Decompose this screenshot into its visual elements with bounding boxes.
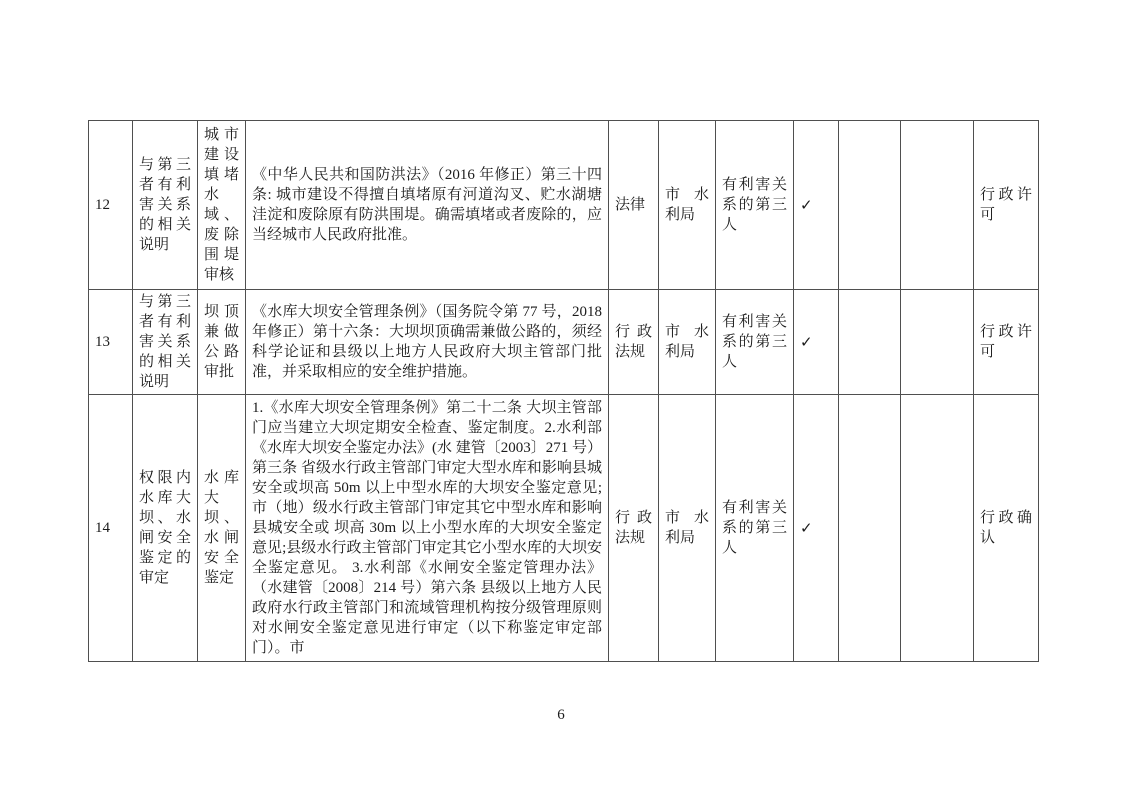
basis-category-cell: 行政法规 <box>609 290 659 395</box>
row-number-cell: 14 <box>89 395 133 662</box>
legal-basis-cell: 《中华人民共和国防洪法》（2016 年修正）第三十四条: 城市建设不得擅自填堵原有河道沟叉、贮水湖塘洼淀和废除原有防洪围堤。确需填堵或者废除的，应当经城市人民政府批准。 <box>246 121 609 290</box>
table-row <box>89 290 1039 395</box>
checkmark-cell: ✓ <box>794 395 839 662</box>
basis-category-cell: 法律 <box>609 121 659 290</box>
row-number-cell: 12 <box>89 121 133 290</box>
blank-cell <box>839 121 901 290</box>
legal-basis-cell: 1.《水库大坝安全管理条例》第二十二条 大坝主管部门应当建立大坝定期安全检查、鉴定制度。2.水利部《水库大坝安全鉴定办法》(水 建管〔2003〕271 号）第三条 省级水行政主管部门审定大型水库和影响县城安全或坝高 50m 以上中型水库的大坝安全鉴定意见; 市（地）级水行政主管部门审定其它中型水库和影响县城安全或 坝高 30m 以上小型水库的大坝安全鉴定意见;县级水行政主管部门审定其它小型水库的大坝安全鉴定意见。 3.水利部《水闸安全鉴定管理办法》 （水建管〔2008〕214 号）第六条 县级以上地方人民政府水行政主管部门和流域管理机构按分级管理原则对水闸安全鉴定意见进行审定（以下称鉴定审定部门）。市 <box>246 395 609 662</box>
relation-note-cell: 与第三者有利害关系的相关说明 <box>133 290 198 395</box>
item-name-cell: 水库大坝、水闸安全鉴定 <box>198 395 246 662</box>
blank-cell <box>901 395 974 662</box>
table-row <box>89 121 1039 290</box>
legal-basis-cell: 《水库大坝安全管理条例》（国务院令第 77 号，2018 年修正）第十六条：大坝坝顶确需兼做公路的，须经科学论证和县级以上地方人民政府大坝主管部门批准，并采取相应的安全维护措施。 <box>246 290 609 395</box>
blank-cell <box>839 395 901 662</box>
table-row <box>89 395 1039 662</box>
power-list-table <box>88 120 1039 662</box>
blank-cell <box>839 290 901 395</box>
power-type-cell: 行政确认 <box>974 395 1039 662</box>
power-type-cell: 行政许可 <box>974 290 1039 395</box>
row-number-cell: 13 <box>89 290 133 395</box>
blank-cell <box>901 121 974 290</box>
item-name-cell: 坝顶兼做公路审批 <box>198 290 246 395</box>
page-number: 6 <box>557 707 565 723</box>
third-party-cell: 有利害关系的第三人 <box>716 121 794 290</box>
third-party-cell: 有利害关系的第三人 <box>716 395 794 662</box>
checkmark-cell: ✓ <box>794 121 839 290</box>
checkmark-cell: ✓ <box>794 290 839 395</box>
basis-category-cell: 行政法规 <box>609 395 659 662</box>
third-party-cell: 有利害关系的第三人 <box>716 290 794 395</box>
relation-note-cell: 权限内水库大坝、水闸安全鉴定的审定 <box>133 395 198 662</box>
agency-cell: 市水利局 <box>659 395 716 662</box>
agency-cell: 市水利局 <box>659 121 716 290</box>
relation-note-cell: 与第三者有利害关系的相关说明 <box>133 121 198 290</box>
power-type-cell: 行政许可 <box>974 121 1039 290</box>
item-name-cell: 城市建设填堵水域、废除围堤审核 <box>198 121 246 290</box>
agency-cell: 市水利局 <box>659 290 716 395</box>
blank-cell <box>901 290 974 395</box>
